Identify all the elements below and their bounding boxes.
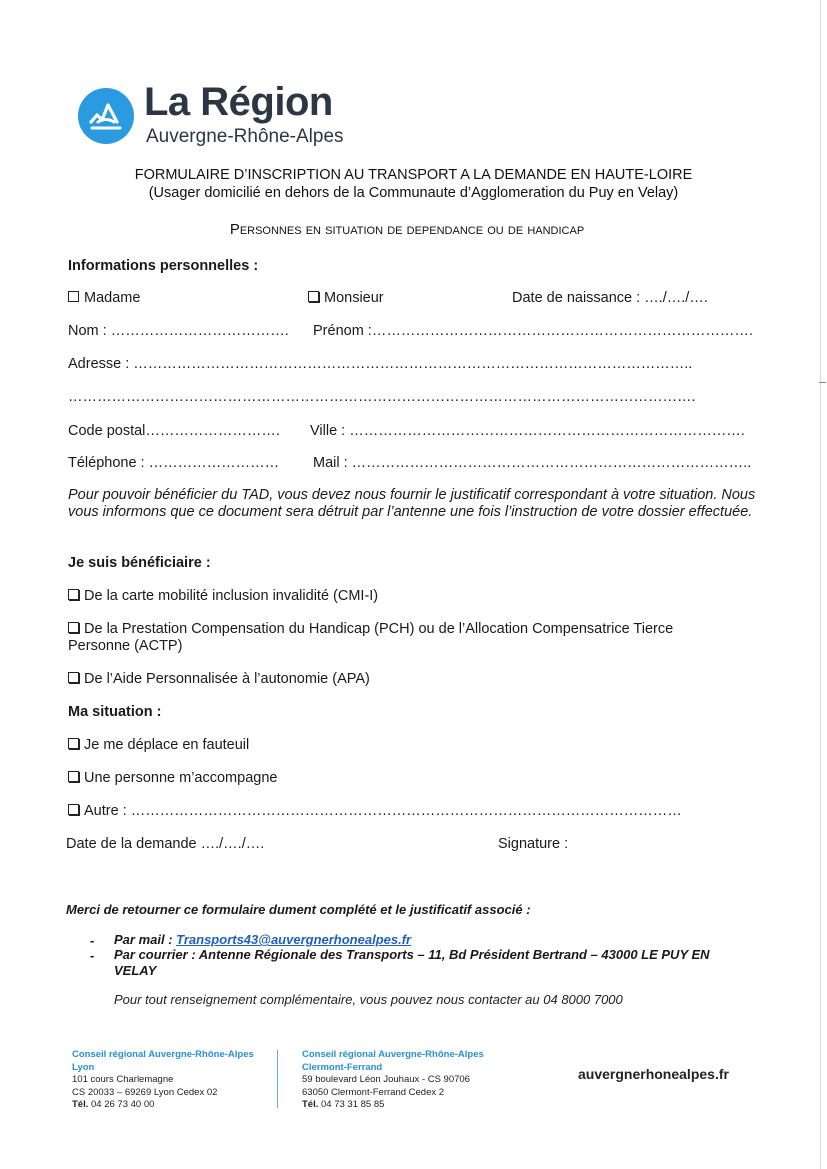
madame-checkbox[interactable] (68, 291, 79, 302)
footer-lyon-addr2: CS 20033 – 69269 Lyon Cedex 02 (72, 1086, 218, 1098)
beneficiary-option-pch[interactable] (68, 621, 673, 637)
form-subtitle: (Usager domicilié en dehors de la Communaute d’Agglomeration du Puy en Velay) (148, 185, 679, 201)
pch-checkbox[interactable] (68, 622, 79, 633)
beneficiary-option-apa[interactable] (68, 671, 370, 687)
monsieur-option[interactable] (308, 290, 384, 306)
mail-field[interactable]: Mail : ……………………………………………………………………….. (313, 455, 752, 471)
mail-label: Par mail : (114, 932, 177, 947)
signature-field[interactable]: Signature : (498, 836, 569, 852)
pch-label-continued: Personne (ACTP) (68, 638, 183, 654)
code-postal-field[interactable]: Code postal………………………. (68, 423, 280, 439)
telephone-field[interactable]: Téléphone : ……………………… (68, 455, 280, 471)
situation-option-autre[interactable] (68, 803, 682, 819)
bullet-dash: - (90, 948, 95, 963)
return-by-post-line1: Par courrier : Antenne Régionale des Transports – 11, Bd Président Bertrand – 43000 LE PUY EN (114, 947, 710, 962)
brand-subtitle: Auvergne-Rhône-Alpes (146, 126, 344, 147)
apa-label: De l’Aide Personnalisée à l’autonomie (APA) (84, 671, 370, 687)
mountain-logo-icon (78, 88, 134, 144)
situation-option-fauteuil[interactable] (68, 737, 249, 753)
footer-lyon (72, 1049, 254, 1112)
footer-lyon-tel: 04 26 73 40 00 (88, 1099, 155, 1110)
madame-option[interactable] (68, 290, 140, 306)
region-logo (78, 88, 134, 144)
fauteuil-label: Je me déplace en fauteuil (84, 737, 250, 753)
situation-option-accompagne[interactable] (68, 770, 277, 786)
footer-lyon-addr1: 101 cours Charlemagne (72, 1074, 174, 1085)
bullet-dash: - (90, 933, 95, 948)
monsieur-checkbox[interactable] (308, 291, 319, 302)
footer-clermont-org: Conseil régional Auvergne-Rhône-Alpes (302, 1049, 484, 1060)
personal-info-heading: Informations personnelles : (68, 258, 259, 274)
section-title: Personnes en situation de dependance ou de handicap (229, 221, 585, 238)
return-by-post-line2: VELAY (114, 963, 157, 978)
footer-lyon-org: Conseil régional Auvergne-Rhône-Alpes (72, 1049, 254, 1060)
prenom-field[interactable]: Prénom :……………………………………………………………………. (313, 323, 753, 339)
adresse-line2-field[interactable]: …………………………………………………………………………………………………………………. (68, 389, 696, 405)
footer-lyon-tel-line (72, 1099, 254, 1112)
autre-checkbox[interactable] (68, 804, 79, 815)
footer-clermont (302, 1049, 484, 1112)
situation-heading: Ma situation : (68, 704, 162, 720)
footer-clermont-addr1: 59 boulevard Léon Jouhaux - CS 90706 (302, 1074, 470, 1085)
footer-lyon-city: Lyon (72, 1061, 95, 1073)
form-title: FORMULAIRE D’INSCRIPTION AU TRANSPORT A LA DEMANDE EN HAUTE-LOIRE (134, 167, 693, 183)
ville-field[interactable]: Ville : ………………………………………………………………………. (310, 423, 745, 439)
autre-field[interactable]: Autre : …………………………………………………………………………………………………… (84, 803, 682, 819)
footer-clermont-tel: 04 73 31 85 85 (318, 1099, 385, 1110)
tel-label: Tél. (72, 1099, 89, 1110)
accompagne-label: Une personne m’accompagne (84, 770, 278, 786)
nom-field[interactable]: Nom : ………………………………. (68, 323, 289, 339)
footer-clermont-tel-line (302, 1099, 484, 1112)
brand-title: La Région (144, 80, 333, 124)
scan-edge-mark (819, 382, 826, 383)
email-link[interactable]: Transports43@auvergnerhonealpes.fr (176, 932, 412, 947)
footer-divider (277, 1050, 278, 1108)
footer-clermont-addr2: 63050 Clermont-Ferrand Cedex 2 (302, 1086, 445, 1098)
contact-info: Pour tout renseignement complémentaire, vous pouvez nous contacter au 04 8000 7000 (114, 992, 623, 1007)
tel-label: Tél. (302, 1099, 319, 1110)
pch-label: De la Prestation Compensation du Handicap (PCH) ou de l’Allocation Compensatrice Tierce (84, 621, 674, 637)
beneficiary-heading: Je suis bénéficiaire : (68, 555, 211, 571)
notice-paragraph: Pour pouvoir bénéficier du TAD, vous devez nous fournir le justificatif correspondant à votre situation. Nous vous informons que ce document sera détruit par l’antenne une fois l’instruction de votre dossier effectuée. (68, 487, 756, 520)
return-by-mail (114, 932, 411, 947)
fauteuil-checkbox[interactable] (68, 738, 79, 749)
adresse-field[interactable]: Adresse : …………………………………………………………………………………………………….. (68, 356, 693, 372)
beneficiary-option-cmi[interactable] (68, 588, 378, 604)
accompagne-checkbox[interactable] (68, 771, 79, 782)
return-instructions-title: Merci de retourner ce formulaire dument complété et le justificatif associé : (66, 902, 531, 917)
cmi-checkbox[interactable] (68, 589, 79, 600)
cmi-label: De la carte mobilité inclusion invalidité (CMI-I) (84, 588, 379, 604)
madame-label: Madame (84, 290, 141, 306)
birthdate-field[interactable]: Date de naissance : …./…./…. (512, 290, 708, 306)
footer-clermont-city: Clermont-Ferrand (302, 1061, 383, 1073)
request-date-field[interactable]: Date de la demande …./…./…. (66, 836, 265, 852)
website-link[interactable]: auvergnerhonealpes.fr (578, 1066, 729, 1082)
apa-checkbox[interactable] (68, 672, 79, 683)
monsieur-label: Monsieur (324, 290, 384, 306)
